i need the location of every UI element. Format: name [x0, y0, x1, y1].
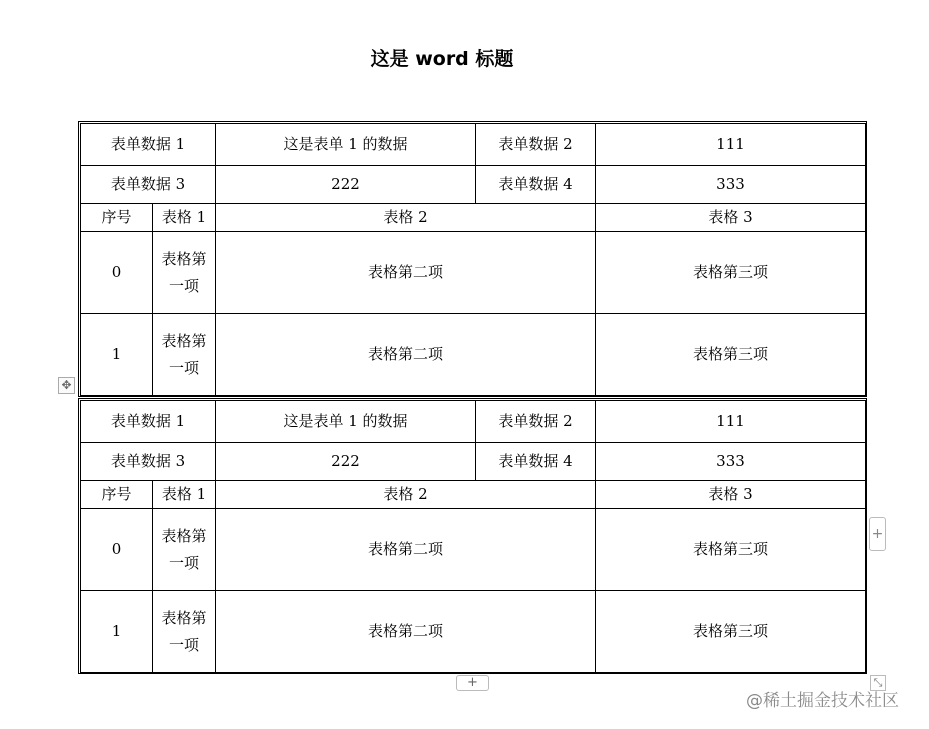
table-cell[interactable]: 表格第三项 — [596, 591, 866, 673]
document-title: 这是 word 标题 — [370, 48, 514, 70]
add-column-button[interactable] — [869, 517, 886, 551]
row-index-cell[interactable]: 1 — [81, 591, 153, 673]
table-row — [81, 509, 866, 591]
form-label-cell[interactable]: 表单数据 1 — [81, 124, 216, 166]
header-cell-index[interactable]: 序号 — [81, 481, 153, 509]
table-move-handle[interactable] — [58, 377, 75, 394]
table-cell[interactable]: 表格第三项 — [596, 509, 866, 591]
form-value-cell[interactable]: 这是表单 1 的数据 — [216, 401, 476, 443]
header-cell-index[interactable]: 序号 — [81, 204, 153, 232]
header-cell[interactable]: 表格 3 — [596, 204, 866, 232]
table-cell[interactable]: 表格第三项 — [596, 232, 866, 314]
form-label-cell[interactable]: 表单数据 4 — [476, 166, 596, 204]
table-cell[interactable]: 表格第一项 — [153, 232, 216, 314]
move-arrows-icon: ✥ — [61, 378, 72, 392]
form-value-cell[interactable]: 222 — [216, 166, 476, 204]
word-table-2[interactable] — [78, 398, 867, 674]
row-index-cell[interactable]: 0 — [81, 232, 153, 314]
table-row — [81, 591, 866, 673]
table-grid — [80, 123, 866, 396]
form-value-cell[interactable]: 111 — [596, 124, 866, 166]
table-cell[interactable]: 表格第三项 — [596, 314, 866, 396]
form-value-cell[interactable]: 111 — [596, 401, 866, 443]
form-label-cell[interactable]: 表单数据 4 — [476, 443, 596, 481]
form-label-cell[interactable]: 表单数据 2 — [476, 401, 596, 443]
row-index-cell[interactable]: 1 — [81, 314, 153, 396]
form-value-cell[interactable]: 222 — [216, 443, 476, 481]
table-cell[interactable]: 表格第二项 — [216, 509, 596, 591]
plus-icon: + — [871, 526, 884, 542]
table-cell[interactable]: 表格第一项 — [153, 509, 216, 591]
table-cell[interactable]: 表格第二项 — [216, 314, 596, 396]
table-row — [81, 314, 866, 396]
table-header-row — [81, 481, 866, 509]
form-row — [81, 401, 866, 443]
header-cell[interactable]: 表格 1 — [153, 204, 216, 232]
form-label-cell[interactable]: 表单数据 2 — [476, 124, 596, 166]
word-table-1[interactable] — [78, 121, 867, 397]
form-row — [81, 124, 866, 166]
form-label-cell[interactable]: 表单数据 3 — [81, 443, 216, 481]
form-row — [81, 443, 866, 481]
header-cell[interactable]: 表格 1 — [153, 481, 216, 509]
form-label-cell[interactable]: 表单数据 3 — [81, 166, 216, 204]
table-row — [81, 232, 866, 314]
header-cell[interactable]: 表格 2 — [216, 204, 596, 232]
plus-icon: + — [467, 675, 478, 690]
header-cell[interactable]: 表格 2 — [216, 481, 596, 509]
table-cell[interactable]: 表格第一项 — [153, 591, 216, 673]
table-header-row — [81, 204, 866, 232]
header-cell[interactable]: 表格 3 — [596, 481, 866, 509]
table-cell[interactable]: 表格第一项 — [153, 314, 216, 396]
form-label-cell[interactable]: 表单数据 1 — [81, 401, 216, 443]
resize-diagonal-icon: ⤡ — [873, 676, 883, 689]
table-cell[interactable]: 表格第二项 — [216, 591, 596, 673]
form-value-cell[interactable]: 333 — [596, 443, 866, 481]
row-index-cell[interactable]: 0 — [81, 509, 153, 591]
table-grid — [80, 400, 866, 673]
watermark: @稀土掘金技术社区 — [746, 691, 899, 711]
form-row — [81, 166, 866, 204]
form-value-cell[interactable]: 这是表单 1 的数据 — [216, 124, 476, 166]
table-cell[interactable]: 表格第二项 — [216, 232, 596, 314]
form-value-cell[interactable]: 333 — [596, 166, 866, 204]
add-row-button[interactable] — [456, 675, 489, 691]
